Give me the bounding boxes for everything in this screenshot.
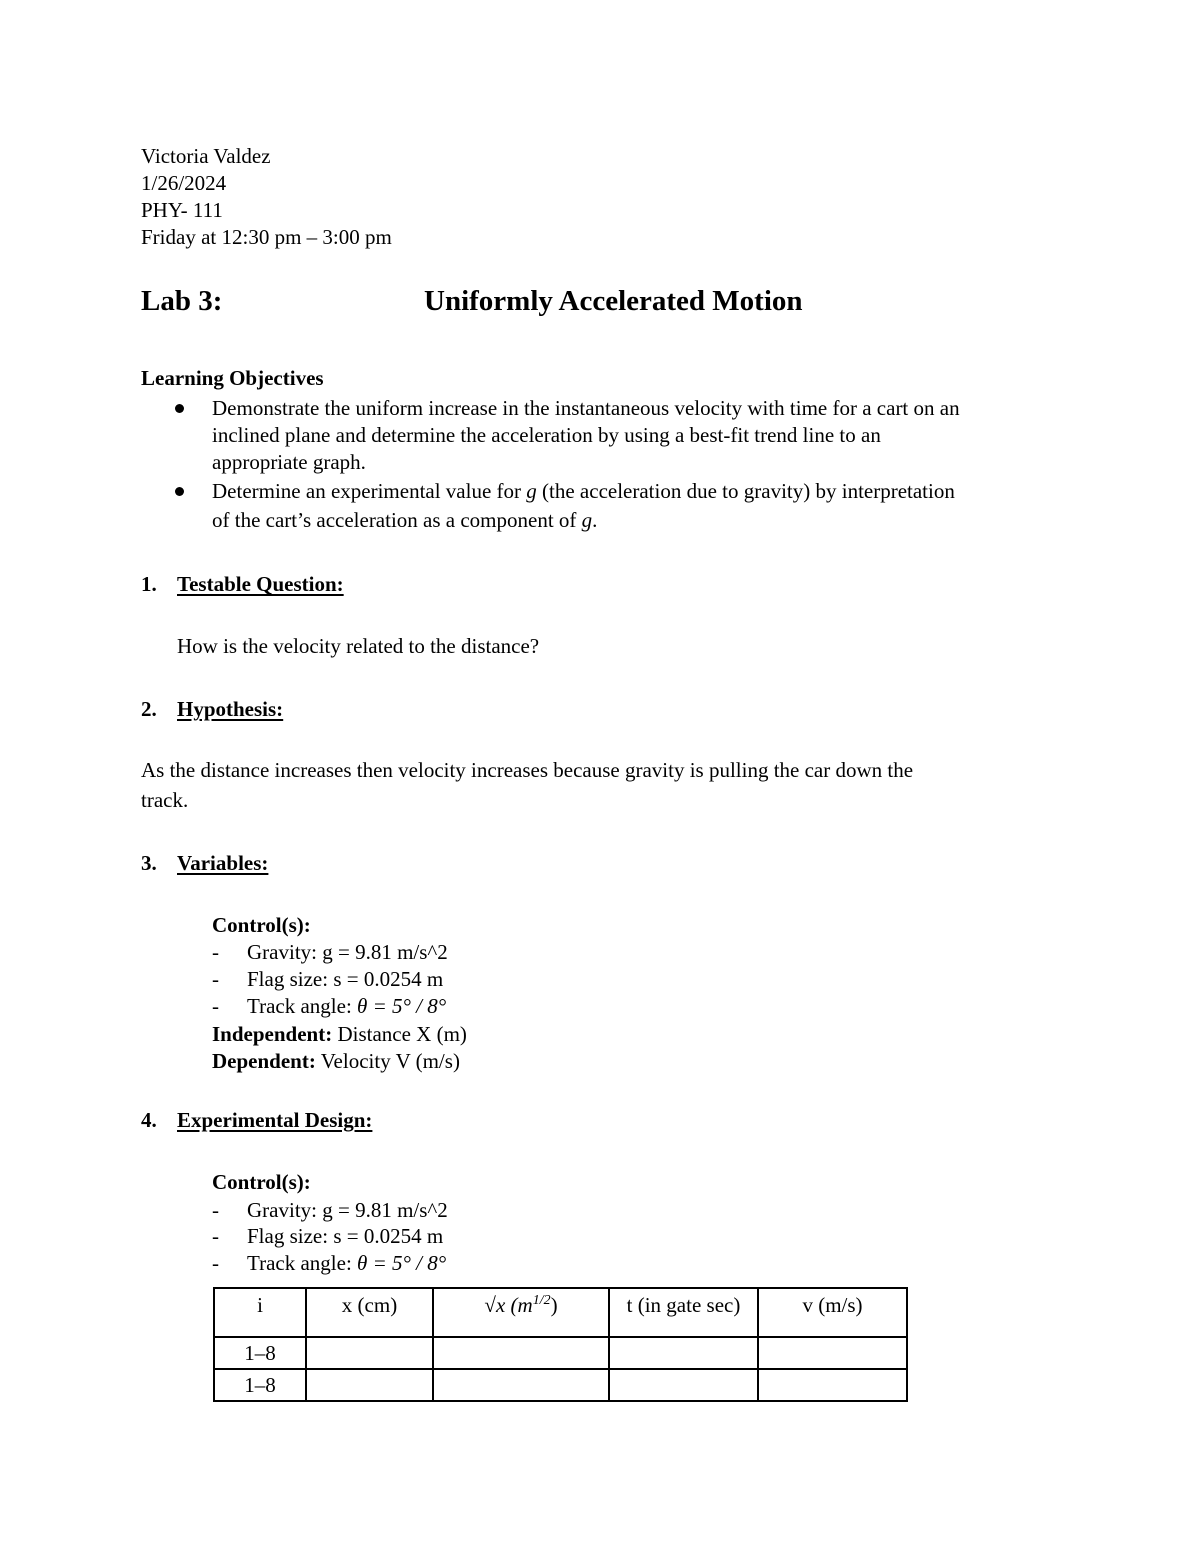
control-gravity: Gravity: g = 9.81 m/s^2: [247, 1198, 448, 1222]
table-cell[interactable]: [609, 1369, 758, 1401]
course-code: PHY- 111: [141, 198, 223, 222]
lab-schedule: Friday at 12:30 pm – 3:00 pm: [141, 225, 392, 249]
objective-2-line-1: Determine an experimental value for g (the acceleration due to gravity) by interpretation: [212, 479, 955, 503]
objective-1-line-3: appropriate graph.: [212, 450, 366, 474]
table-row: [214, 1369, 907, 1401]
section-4-heading: Experimental Design:: [177, 1108, 373, 1132]
table-cell: 1–8: [214, 1369, 306, 1401]
table-cell[interactable]: [433, 1337, 609, 1369]
table-row: [214, 1337, 907, 1369]
table-cell[interactable]: [306, 1369, 433, 1401]
header-velocity: v (m/s): [758, 1288, 907, 1337]
control-flag-size: Flag size: s = 0.0254 m: [247, 1224, 444, 1248]
list-dash: -: [212, 1198, 219, 1222]
dependent-variable: Dependent: Velocity V (m/s): [212, 1049, 460, 1073]
table-cell[interactable]: [433, 1369, 609, 1401]
list-dash: -: [212, 940, 219, 964]
control-track-angle: Track angle: θ = 5° / 8°: [247, 1251, 447, 1275]
header-time: t (in gate sec): [609, 1288, 758, 1337]
list-dash: -: [212, 994, 219, 1018]
section-2-number: 2.: [141, 697, 157, 721]
bullet-icon: [175, 404, 184, 413]
section-2-heading: Hypothesis:: [177, 697, 284, 721]
list-dash: -: [212, 1251, 219, 1275]
table-cell[interactable]: [758, 1369, 907, 1401]
control-flag-size: Flag size: s = 0.0254 m: [247, 967, 444, 991]
section-4-number: 4.: [141, 1108, 157, 1132]
section-1-number: 1.: [141, 572, 157, 596]
section-1-heading: Testable Question:: [177, 572, 344, 596]
section-3-number: 3.: [141, 851, 157, 875]
lab-title: Uniformly Accelerated Motion: [424, 285, 803, 317]
testable-question: How is the velocity related to the distance?: [177, 634, 540, 658]
table-header-row: [214, 1288, 907, 1337]
bullet-icon: [175, 487, 184, 496]
controls-label: Control(s):: [212, 913, 311, 937]
control-track-angle: Track angle: θ = 5° / 8°: [247, 994, 447, 1018]
table-cell: 1–8: [214, 1337, 306, 1369]
report-date: 1/26/2024: [141, 171, 227, 195]
table-cell[interactable]: [306, 1337, 433, 1369]
table-cell[interactable]: [609, 1337, 758, 1369]
hypothesis-line-1: As the distance increases then velocity increases because gravity is pulling the car down the: [141, 758, 914, 782]
lab-number: Lab 3:: [141, 285, 223, 317]
header-x: x (cm): [306, 1288, 433, 1337]
list-dash: -: [212, 1224, 219, 1248]
author-name: Victoria Valdez: [141, 144, 271, 168]
header-sqrt-x: √x $(m^{1/2})$: [433, 1288, 609, 1337]
header-i: i: [214, 1288, 306, 1337]
section-3-heading: Variables:: [177, 851, 269, 875]
controls-label: Control(s):: [212, 1170, 311, 1194]
list-dash: -: [212, 967, 219, 991]
control-gravity: Gravity: g = 9.81 m/s^2: [247, 940, 448, 964]
data-table: [213, 1287, 908, 1402]
objective-1-line-2: inclined plane and determine the acceleration by using a best-fit trend line to an: [212, 423, 881, 447]
angle-value: θ = 5° / 8°: [357, 994, 447, 1018]
objective-2-line-2: of the cart’s acceleration as a component of g.: [212, 508, 598, 532]
table-cell[interactable]: [758, 1337, 907, 1369]
angle-value: θ = 5° / 8°: [357, 1251, 447, 1275]
hypothesis-line-2: track.: [141, 788, 189, 812]
independent-variable: Independent: Distance X (m): [212, 1022, 467, 1046]
objective-1-line-1: Demonstrate the uniform increase in the instantaneous velocity with time for a cart on an: [212, 396, 960, 420]
objectives-heading: Learning Objectives: [141, 366, 324, 390]
